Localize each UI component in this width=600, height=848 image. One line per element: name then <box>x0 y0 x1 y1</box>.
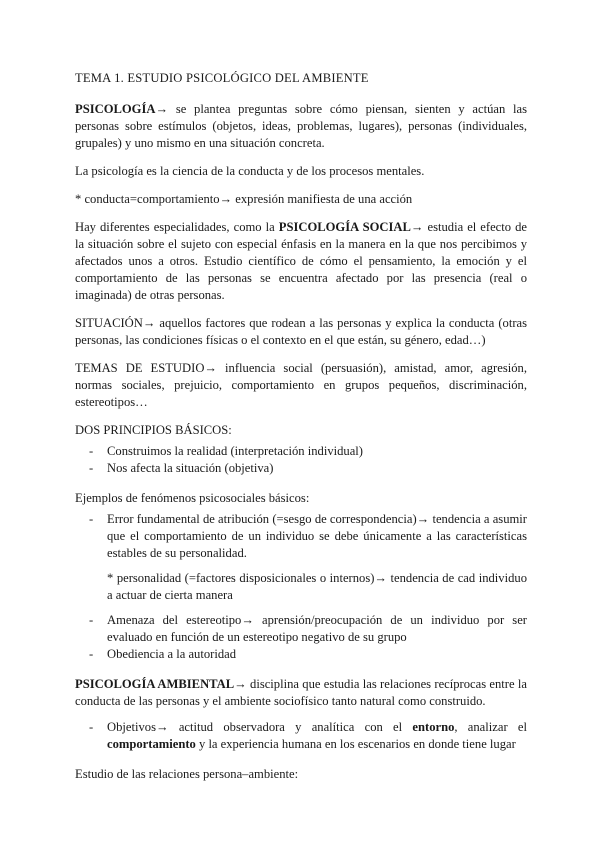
note-conducta: * conducta=comportamiento→ expresión manifiesta de una acción <box>75 192 413 206</box>
list-ejemplos <box>75 511 527 663</box>
term-psicologia-ambiental: PSICOLOGÍA AMBIENTAL <box>75 677 235 691</box>
list-item: - Obediencia a la autoridad <box>75 646 527 663</box>
term-psicologia-social: PSICOLOGÍA SOCIAL <box>278 220 411 234</box>
list-principios <box>75 443 527 477</box>
paragraph-psicologia-ambiental: PSICOLOGÍA AMBIENTAL→ disciplina que estudia las relaciones recíprocas entre la conducta de las personas y el ambiente sociofísico tanto natural como construido. <box>75 677 527 708</box>
list-item: - Construimos la realidad (interpretación individual) <box>75 443 527 460</box>
term-psicologia: PSICOLOGÍA <box>75 102 156 116</box>
paragraph-temas-estudio: TEMAS DE ESTUDIO→ influencia social (persuasión), amistad, amor, agresión, normas sociales, prejuicio, comportamiento en grupos pequeños, discriminación, estereotipos… <box>75 361 527 409</box>
paragraph-estudio-relaciones: Estudio de las relaciones persona–ambiente: <box>75 767 299 781</box>
heading-ejemplos: Ejemplos de fenómenos psicosociales básicos: <box>75 491 310 505</box>
list-item: - Amenaza del estereotipo→ aprensión/preocupación de un individuo por ser evaluado en función de un estereotipo negativo de su grupo <box>75 612 527 646</box>
note-personalidad: * personalidad (=factores disposicionales o internos)→ tendencia de cad individuo a actuar de cierta manera <box>107 571 527 602</box>
list-item-objetivos: - Objetivos→ actitud observadora y analítica con el entorno, analizar el comportamiento y la experiencia humana en los escenarios en donde tiene lugar <box>75 719 527 753</box>
paragraph-psicologia-social: Hay diferentes especialidades, como la PSICOLOGÍA SOCIAL→ estudia el efecto de la situación sobre el sujeto con especial énfasis en la manera en la que nos percibimos y afectados unos a otros. Estudio científico de cómo el pensamiento, la emoción y el comportamiento de las personas se encuentra afectado por las presencia (real o imaginada) de otras personas. <box>75 220 527 302</box>
paragraph-psicologia: PSICOLOGÍA→ se plantea preguntas sobre cómo piensan, sienten y actúan las personas sobre estímulos (objetos, ideas, problemas, lugares), personas (individuales, grupales) y uno mismo en una situación concreta. <box>75 102 527 150</box>
page-title: TEMA 1. ESTUDIO PSICOLÓGICO DEL AMBIENTE <box>75 71 369 85</box>
list-objetivos <box>75 719 527 753</box>
paragraph-definition: La psicología es la ciencia de la conducta y de los procesos mentales. <box>75 164 425 178</box>
list-item: - Error fundamental de atribución (=sesgo de correspondencia)→ tendencia a asumir que el comportamiento de un individuo se debe únicamente a las características estables de su personalidad. <box>75 511 527 562</box>
paragraph-situacion: SITUACIÓN→ aquellos factores que rodean a las personas y explica la conducta (otras personas, las condiciones físicas o el contexto en el que están, su género, edad…) <box>75 316 527 347</box>
document-body <box>75 70 527 794</box>
heading-principios: DOS PRINCIPIOS BÁSICOS: <box>75 423 232 437</box>
list-item: - Nos afecta la situación (objetiva) <box>75 460 527 477</box>
